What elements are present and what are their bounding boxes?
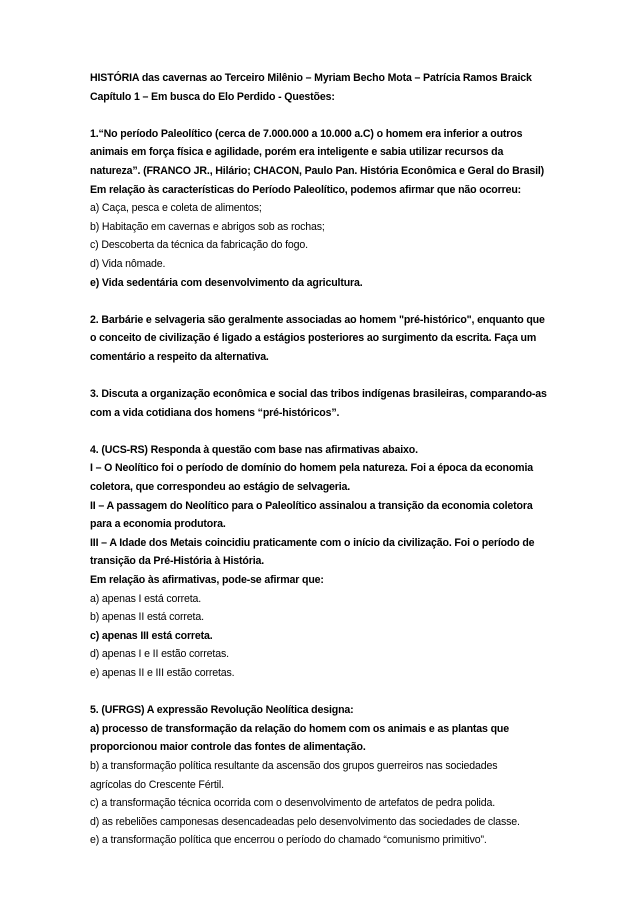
spacer — [90, 292, 578, 311]
question-4-option-b: b) apenas II está correta. — [90, 611, 204, 624]
question-5-option-c: c) a transformação técnica ocorrida com o desenvolvimento de artefatos de pedra polida. — [90, 797, 496, 810]
question-1-option-e: e) Vida sedentária com desenvolvimento da agricultura. — [90, 276, 363, 289]
spacer — [90, 422, 578, 441]
document-header — [90, 69, 578, 106]
question-4-option-a: a) apenas I está correta. — [90, 592, 202, 605]
question-2 — [90, 311, 578, 367]
question-5-option-a: a) processo de transformação da relação do homem com os animais e as plantas que — [90, 722, 509, 735]
question-4-stem-line: 4. (UCS-RS) Responda à questão com base nas afirmativas abaixo. — [90, 443, 418, 456]
spacer — [90, 367, 578, 386]
question-4-prompt: Em relação às afirmativas, pode-se afirmar que: — [90, 574, 324, 587]
chapter-heading: Capítulo 1 – Em busca do Elo Perdido - Questões: — [90, 90, 335, 103]
question-5-option-b: agrícolas do Crescente Fértil. — [90, 778, 224, 791]
question-5-option-b: b) a transformação política resultante da ascensão dos grupos guerreiros nas sociedades — [90, 759, 498, 772]
question-2-stem-line: 2. Barbárie e selvageria são geralmente associadas ao homem "pré-histórico", enquanto que — [90, 313, 545, 326]
question-1-stem-line: natureza”. (FRANCO JR., Hilário; CHACON, Paulo Pan. História Econômica e Geral do Brasil) — [90, 164, 545, 177]
question-5-option-e: e) a transformação política que encerrou o período do chamado “comunismo primitivo”. — [90, 834, 487, 847]
question-4 — [90, 441, 578, 683]
question-1-option-a: a) Caça, pesca e coleta de alimentos; — [90, 202, 262, 215]
question-4-statement-i: coletora, que correspondeu ao estágio de selvageria. — [90, 481, 351, 494]
question-4-statement-ii: para a economia produtora. — [90, 518, 226, 531]
question-4-statement-ii: II – A passagem do Neolítico para o Paleolítico assinalou a transição da economia coletora — [90, 499, 533, 512]
document-title: HISTÓRIA das cavernas ao Terceiro Milênio – Myriam Becho Mota – Patrícia Ramos Braick — [90, 72, 532, 84]
question-4-option-c: c) apenas III está correta. — [90, 629, 213, 642]
question-3-stem-line: com a vida cotidiana dos homens “pré-históricos”. — [90, 406, 340, 419]
question-3 — [90, 385, 578, 422]
question-1-stem-line: animais em força física e agilidade, porém era inteligente e sabia utilizar recursos da — [90, 146, 504, 159]
question-2-stem-line: o conceito de civilização é ligado a estágios posteriores ao surgimento da escrita. Faça um — [90, 332, 537, 345]
question-1-stem-line: 1.“No período Paleolítico (cerca de 7.000.000 a 10.000 a.C) o homem era inferior a outros — [90, 127, 523, 140]
question-5 — [90, 701, 578, 850]
question-1-option-d: d) Vida nômade. — [90, 257, 166, 270]
question-5-stem-line: 5. (UFRGS) A expressão Revolução Neolítica designa: — [90, 704, 354, 717]
question-4-statement-iii: transição da Pré-História à História. — [90, 555, 265, 568]
question-5-option-a: proporcionou maior controle das fontes de alimentação. — [90, 741, 366, 754]
spacer — [90, 683, 578, 702]
question-1-option-b: b) Habitação em cavernas e abrigos sob as rochas; — [90, 220, 325, 233]
spacer — [90, 106, 578, 125]
question-4-statement-iii: III – A Idade dos Metais coincidiu praticamente com o início da civilização. Foi o período de — [90, 536, 535, 549]
question-3-stem-line: 3. Discuta a organização econômica e social das tribos indígenas brasileiras, comparando-as — [90, 388, 547, 401]
question-5-option-d: d) as rebeliões camponesas desencadeadas pelo desenvolvimento das sociedades de classe. — [90, 815, 520, 828]
question-1-stem-line: Em relação às características do Período Paleolítico, podemos afirmar que não ocorreu: — [90, 183, 522, 196]
question-1 — [90, 125, 578, 292]
question-4-option-d: d) apenas I e II estão corretas. — [90, 648, 229, 661]
question-2-stem-line: comentário a respeito da alternativa. — [90, 350, 269, 363]
question-4-statement-i: I – O Neolítico foi o período de domínio do homem pela natureza. Foi a época da economia — [90, 462, 533, 475]
question-4-option-e: e) apenas II e III estão corretas. — [90, 667, 235, 679]
question-1-option-c: c) Descoberta da técnica da fabricação do fogo. — [90, 239, 308, 252]
